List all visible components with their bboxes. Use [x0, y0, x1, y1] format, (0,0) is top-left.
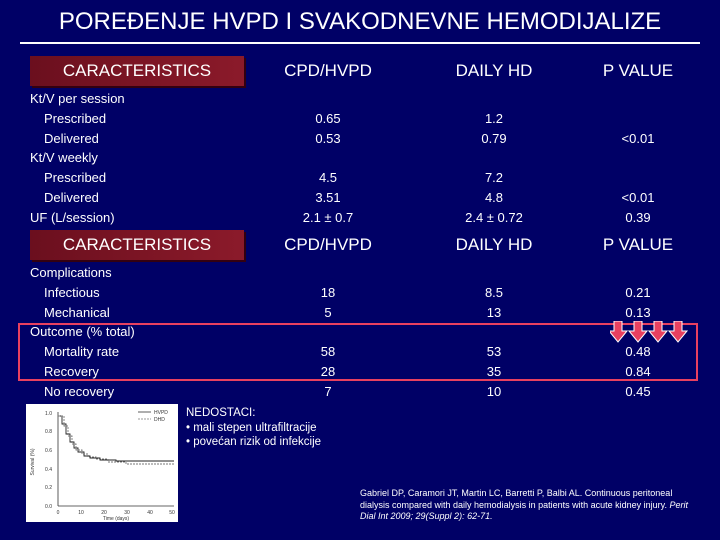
- note-item: • mali stepen ultrafiltracije: [186, 421, 317, 434]
- title-divider: [20, 42, 700, 44]
- header-daily-2: DAILY HD: [455, 235, 533, 254]
- legend-hvpd: HVPD: [154, 410, 168, 416]
- cell: [578, 263, 698, 283]
- cell: 0.48: [625, 344, 651, 360]
- cell: [414, 263, 574, 283]
- cell: 35: [486, 363, 502, 379]
- cell: 8.5: [484, 284, 504, 300]
- header-cpd-1: CPD/HVPD: [284, 61, 372, 80]
- cell: [248, 148, 408, 168]
- table1-daily-column: [414, 89, 574, 228]
- drawbacks-note: [186, 406, 321, 450]
- cell: 0.21: [625, 284, 651, 300]
- y-tick: 1.0: [45, 411, 52, 417]
- row-label: Delivered: [44, 130, 99, 146]
- x-tick: 50: [169, 510, 175, 516]
- cell: 4.5: [318, 170, 338, 186]
- row-label: Prescribed: [44, 110, 107, 126]
- table1-labels: [30, 89, 125, 228]
- legend-dhd: DHD: [154, 417, 165, 423]
- cell: 13: [486, 304, 502, 320]
- y-tick: 0.0: [45, 504, 52, 510]
- slide-title: POREĐENJE HVPD I SVAKODNEVNE HEMODIJALIZE: [58, 8, 662, 35]
- reference-citation: [360, 488, 700, 523]
- cell: [578, 89, 698, 109]
- x-tick: 20: [101, 510, 107, 516]
- cell: 5: [324, 304, 332, 320]
- note-item: • povećan rizik od infekcije: [186, 436, 322, 448]
- cell: 0.84: [625, 363, 651, 379]
- row-label: Mortality rate: [44, 344, 120, 360]
- cell: [578, 148, 698, 168]
- reference-text: Gabriel DP, Caramori JT, Martin LC, Barretti P, Balbi AL. Continuous peritoneal dialysis compared with daily hemodialysis in patients with acute kidney injury.: [360, 488, 673, 510]
- cell: 7: [324, 383, 332, 399]
- cell: [248, 89, 408, 109]
- cell: 3.51: [315, 189, 341, 205]
- down-arrows-icon: [610, 321, 700, 343]
- row-label: UF (L/session): [30, 209, 115, 225]
- y-tick: 0.4: [45, 467, 52, 473]
- row-label: Recovery: [44, 363, 99, 379]
- cell: 0.53: [315, 130, 341, 146]
- y-axis-label: Survival (%): [30, 448, 36, 476]
- header-characteristics-2: CARACTERISTICS: [30, 230, 244, 260]
- survival-chart: [26, 404, 178, 522]
- cell: [578, 109, 698, 129]
- cell: 18: [320, 284, 336, 300]
- cell: [414, 148, 574, 168]
- reference-journal: Perit Dial Int 2009; 29(Suppl 2): 62-71.: [360, 499, 689, 521]
- x-tick: 10: [78, 510, 84, 516]
- cell: 0.65: [315, 110, 341, 126]
- table1-p-column: [578, 89, 698, 228]
- header-daily-1: DAILY HD: [455, 61, 533, 80]
- y-tick: 0.6: [45, 448, 52, 454]
- row-label: Infectious: [44, 284, 100, 300]
- cell: [414, 89, 574, 109]
- row-label: Kt/V weekly: [30, 150, 98, 166]
- table1-cpd-column: [248, 89, 408, 228]
- x-tick: 0: [56, 510, 60, 516]
- cell: 53: [486, 344, 502, 360]
- row-label: Complications: [30, 265, 112, 280]
- cell: 10: [486, 383, 502, 399]
- x-tick: 40: [147, 510, 153, 516]
- cell: 1.2: [484, 110, 504, 126]
- header-p-1: P VALUE: [602, 61, 674, 80]
- header-p-2: P VALUE: [602, 235, 674, 254]
- cell: 0.13: [625, 304, 651, 320]
- cell: 7.2: [484, 170, 504, 186]
- cell: 2.4 ± 0.72: [465, 209, 523, 225]
- cell: [578, 168, 698, 188]
- row-label: Kt/V per session: [30, 91, 125, 106]
- cell: 0.39: [625, 209, 651, 225]
- cell: <0.01: [621, 189, 655, 205]
- cell: 0.79: [481, 130, 507, 146]
- row-label: Delivered: [44, 189, 99, 205]
- y-tick: 0.2: [45, 485, 52, 491]
- outcome-highlight-box: [18, 323, 698, 381]
- cell: <0.01: [621, 130, 655, 146]
- row-label: Outcome (% total): [30, 324, 135, 340]
- row-label: Prescribed: [44, 170, 107, 186]
- x-tick: 30: [124, 510, 130, 516]
- cell: 28: [320, 363, 336, 379]
- cell: [248, 263, 408, 283]
- header-cpd-2: CPD/HVPD: [284, 235, 372, 254]
- cell: 2.1 ± 0.7: [302, 209, 354, 225]
- row-label: Mechanical: [44, 304, 110, 320]
- x-axis-label: Time (days): [102, 516, 130, 522]
- row-label: No recovery: [44, 383, 115, 399]
- note-heading: NEDOSTACI:: [186, 407, 256, 419]
- y-tick: 0.8: [45, 429, 52, 435]
- header-characteristics-1: CARACTERISTICS: [30, 56, 244, 86]
- cell: 4.8: [484, 189, 504, 205]
- cell: 58: [320, 344, 336, 360]
- cell: 0.45: [625, 383, 651, 399]
